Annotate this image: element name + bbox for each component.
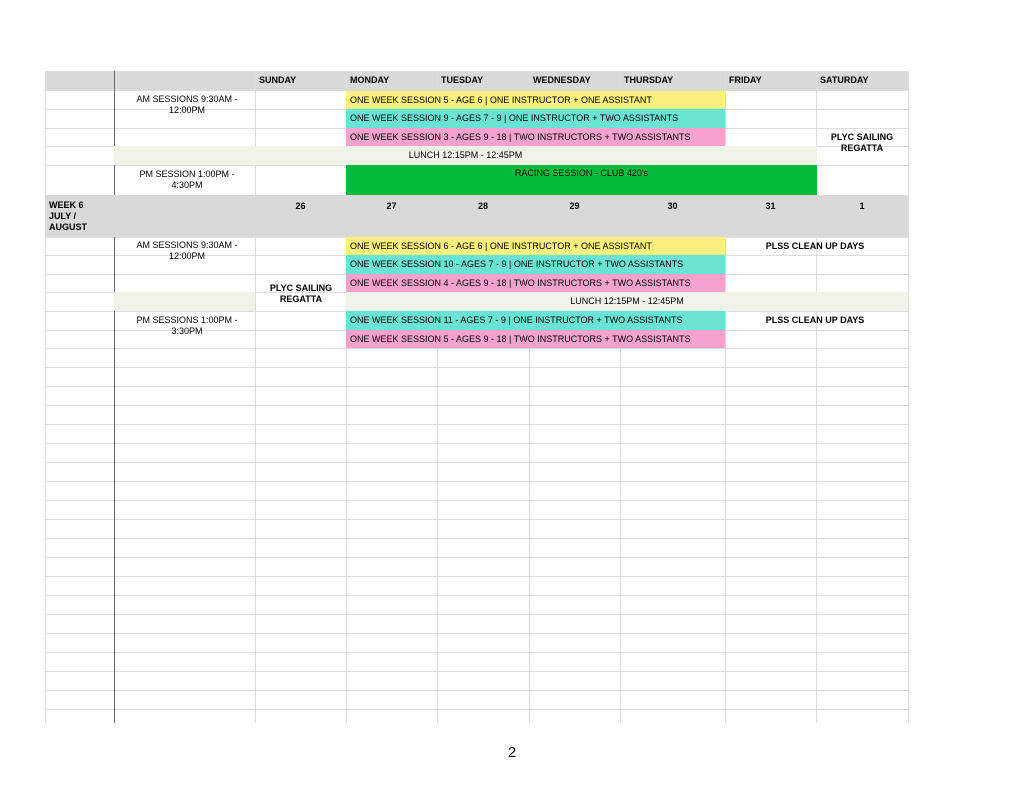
week2-sunday-regatta: PLYC SAILING REGATTA <box>269 283 333 304</box>
grid-row-line <box>45 709 908 710</box>
grid-row-line <box>45 538 908 539</box>
grid-row-line <box>45 71 908 72</box>
week1-am-label: AM SESSIONS 9:30AM - 12:00PM <box>136 94 238 115</box>
grid-row-line <box>45 595 908 596</box>
week2-am-label: AM SESSIONS 9:30AM - 12:00PM <box>136 240 238 261</box>
grid-row-line <box>45 576 908 577</box>
date-tuesday: 28 <box>477 201 488 211</box>
date-wednesday: 29 <box>569 201 580 211</box>
grid-row-line <box>45 519 908 520</box>
date-friday: 31 <box>765 201 776 211</box>
week1-lunch-label: LUNCH 12:15PM - 12:45PM <box>408 150 523 160</box>
grid-row-line <box>45 671 908 672</box>
week2-pm-session-teal: ONE WEEK SESSION 11 - AGES 7 - 9 | ONE INSTRUCTOR + TWO ASSISTANTS <box>346 311 725 330</box>
header-saturday: SATURDAY <box>820 75 869 85</box>
grid-row-line <box>45 652 908 653</box>
grid-row-line <box>45 405 908 406</box>
grid-column-line <box>255 71 256 723</box>
header-wednesday: WEDNESDAY <box>533 75 591 85</box>
grid-column-line <box>908 71 909 723</box>
grid-row-line <box>45 481 908 482</box>
header-sunday: SUNDAY <box>259 75 297 85</box>
week1-saturday-regatta: PLYC SAILING REGATTA <box>830 132 894 153</box>
grid-row-line <box>45 557 908 558</box>
date-thursday: 30 <box>667 201 678 211</box>
grid-row-line <box>45 424 908 425</box>
grid-row-line <box>45 690 908 691</box>
week1-racing-session <box>346 165 817 195</box>
week1-lunch-row <box>114 146 817 165</box>
grid-row-line <box>45 386 908 387</box>
week2-pm-session-pink: ONE WEEK SESSION 5 - AGES 9 - 18 | TWO INSTRUCTORS + TWO ASSISTANTS <box>346 330 725 348</box>
header-tuesday: TUESDAY <box>441 75 484 85</box>
grid-row-line <box>45 633 908 634</box>
week2-cleanup-am: PLSS CLEAN UP DAYS <box>765 241 865 251</box>
week2-lunch-row-left <box>114 292 255 311</box>
grid-column-line <box>45 71 46 723</box>
grid-row-line <box>45 443 908 444</box>
date-saturday: 1 <box>859 201 865 211</box>
week2-label: WEEK 6 JULY / AUGUST <box>49 200 87 232</box>
grid-row-line <box>45 614 908 615</box>
week1-session-teal: ONE WEEK SESSION 9 - AGES 7 - 9 | ONE INSTRUCTOR + TWO ASSISTANTS <box>346 109 725 128</box>
grid-row-line <box>45 348 908 349</box>
grid-column-line <box>114 71 115 723</box>
week2-am-session-pink: ONE WEEK SESSION 4 - AGES 9 - 18 | TWO INSTRUCTORS + TWO ASSISTANTS <box>346 274 725 292</box>
week1-session-yellow: ONE WEEK SESSION 5 - AGE 6 | ONE INSTRUCTOR + ONE ASSISTANT <box>346 91 725 109</box>
grid-row-line <box>45 500 908 501</box>
week1-racing-label: RACING SESSION - CLUB 420's <box>514 168 649 178</box>
grid-row-line <box>45 367 908 368</box>
week2-am-session-yellow: ONE WEEK SESSION 6 - AGE 6 | ONE INSTRUCTOR + ONE ASSISTANT <box>346 237 725 255</box>
date-monday: 27 <box>386 201 397 211</box>
week2-pm-label: PM SESSIONS 1:00PM - 3:30PM <box>136 315 238 336</box>
header-monday: MONDAY <box>350 75 390 85</box>
week2-lunch-label: LUNCH 12:15PM - 12:45PM <box>570 296 684 306</box>
week1-session-pink: ONE WEEK SESSION 3 - AGES 9 - 18 | TWO INSTRUCTORS + TWO ASSISTANTS <box>346 128 725 146</box>
header-friday: FRIDAY <box>729 75 762 85</box>
header-thursday: THURSDAY <box>624 75 674 85</box>
week2-am-session-teal: ONE WEEK SESSION 10 - AGES 7 - 9 | ONE INSTRUCTOR + TWO ASSISTANTS <box>346 255 725 274</box>
week2-cleanup-pm: PLSS CLEAN UP DAYS <box>765 315 865 325</box>
page-number: 2 <box>507 744 517 761</box>
date-sunday: 26 <box>295 201 306 211</box>
week1-pm-label: PM SESSION 1:00PM - 4:30PM <box>139 169 235 190</box>
grid-row-line <box>45 462 908 463</box>
week2-lunch-row <box>346 292 908 311</box>
